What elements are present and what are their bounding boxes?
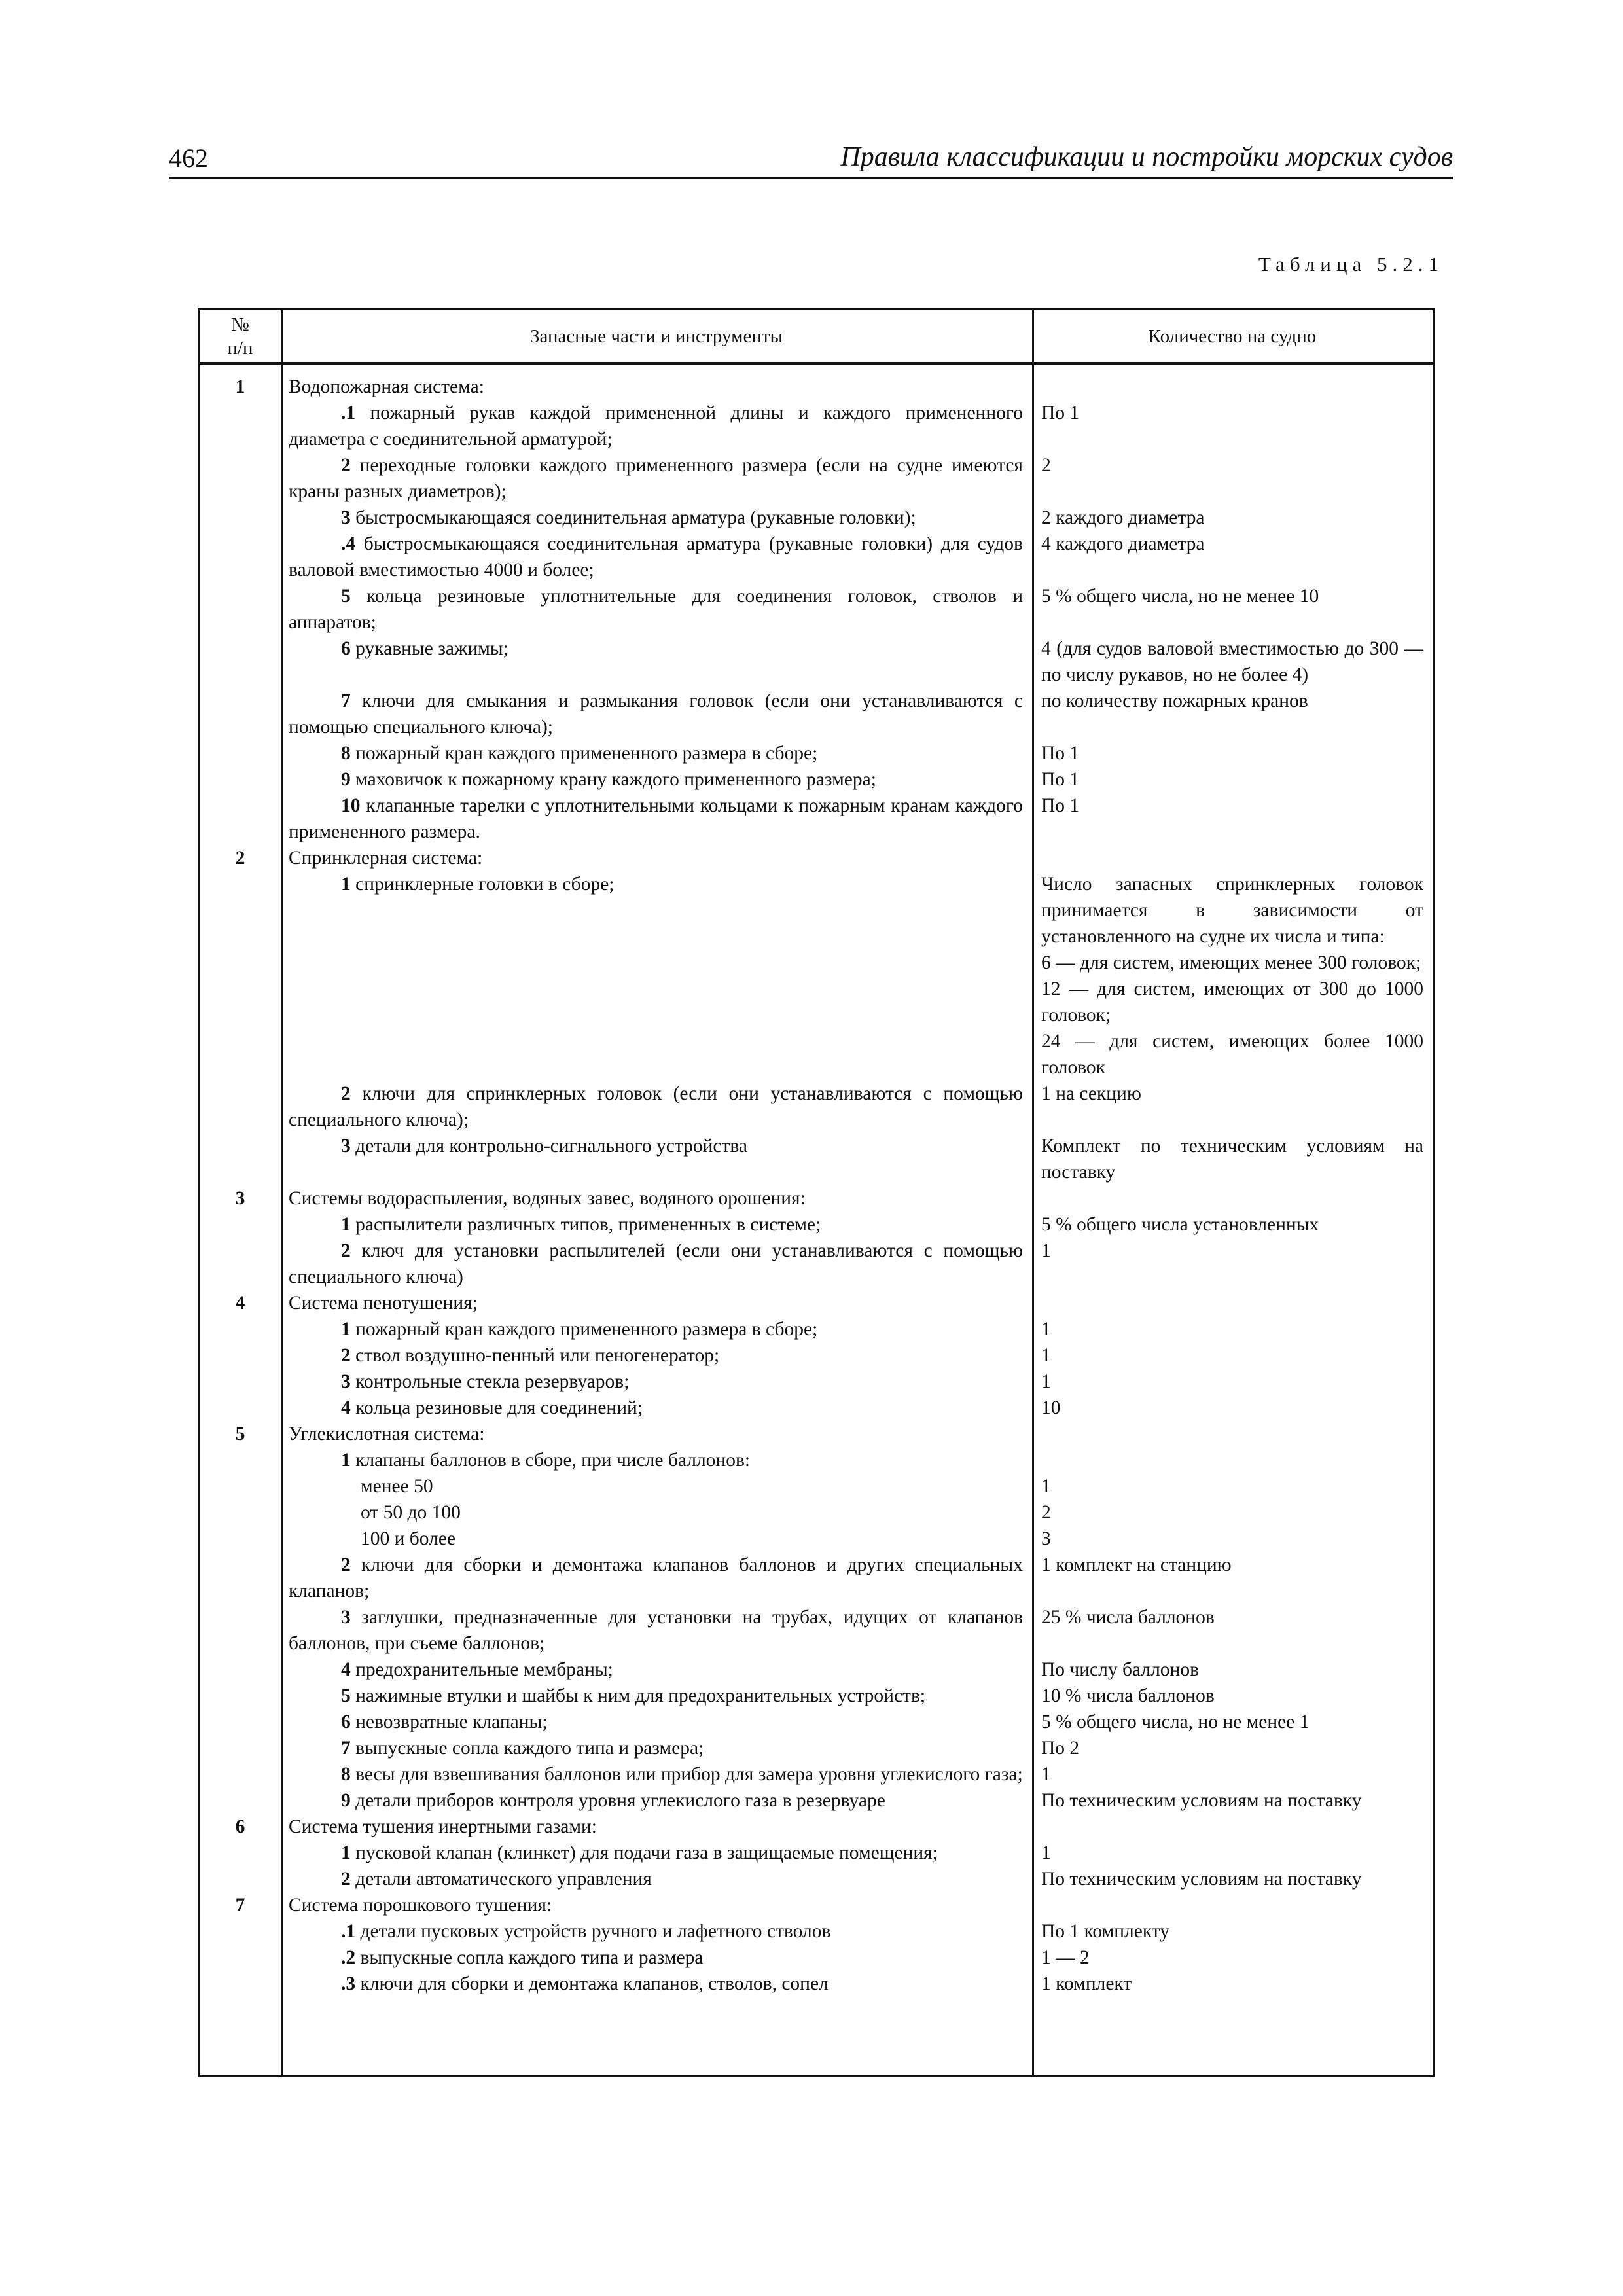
quantity: 5 % общего числа, но не менее 10 <box>1041 586 1319 607</box>
part-description <box>281 1892 1032 1918</box>
item-text: ключ для установки распылителей (если они устанавливаются с помощью специального ключа) <box>289 1240 1023 1287</box>
row-number <box>200 793 281 845</box>
quantity: Комплект по техническим условиям на поставку <box>1041 1136 1423 1183</box>
row-number <box>200 452 281 505</box>
table-row <box>200 1211 1433 1238</box>
table-row <box>200 1787 1433 1814</box>
part-description <box>281 1185 1032 1211</box>
quantity: 4 каждого диаметра <box>1041 533 1205 554</box>
part-description <box>281 1290 1032 1316</box>
item-text: ключи для смыкания и размыкания головок (если они устанавливаются с помощью специального ключа); <box>289 691 1023 738</box>
item-text: заглушки, предназначенные для установки на трубах, идущих от клапанов баллонов, при съеме баллонов; <box>289 1607 1023 1654</box>
row-number <box>200 688 281 740</box>
item-number: 4 <box>341 1659 351 1680</box>
row-number <box>200 1918 281 1945</box>
header-num: № п/п <box>227 314 253 359</box>
quantity: 1 <box>1041 1764 1051 1785</box>
item-text: переходные головки каждого примененного размера (если на судне имеются краны разных диаметров); <box>289 455 1023 502</box>
item-number: .1 <box>341 403 356 423</box>
table-row <box>200 1552 1433 1604</box>
header-rule <box>169 177 1453 179</box>
table-row <box>200 583 1433 636</box>
item-number: 5 <box>341 586 351 607</box>
quantity: 2 <box>1041 455 1051 476</box>
quantity <box>1032 1892 1433 1918</box>
item-text: выпускные сопла каждого типа и размера <box>355 1947 704 1968</box>
item-number: 6 <box>341 638 351 659</box>
table-row <box>200 845 1433 871</box>
row-number <box>200 1866 281 1892</box>
part-description <box>281 1316 1032 1342</box>
table-row <box>200 688 1433 740</box>
quantity: По 1 <box>1041 769 1080 790</box>
part-description <box>281 636 1032 688</box>
quantity: 25 % числа баллонов <box>1041 1607 1215 1628</box>
item-number: 1 <box>341 874 351 895</box>
item-number: 8 <box>341 1764 351 1785</box>
part-description <box>281 871 1032 1081</box>
quantity: 1 <box>1041 1371 1051 1392</box>
quantity: 1 <box>1041 1240 1051 1261</box>
item-number: 3 <box>341 507 351 528</box>
part-description <box>281 1761 1032 1787</box>
table-row <box>200 1892 1433 1918</box>
table-row <box>200 1238 1433 1290</box>
table-row <box>200 1447 1433 1473</box>
item-number: 9 <box>341 769 351 790</box>
row-number <box>200 1473 281 1499</box>
part-description <box>281 1211 1032 1238</box>
quantity: По 1 <box>1041 743 1080 764</box>
item-number: 7 <box>341 1738 351 1759</box>
item-text: кольца резиновые уплотнительные для соединения головок, стволов и аппаратов; <box>289 586 1023 633</box>
table-row <box>200 636 1433 688</box>
row-number <box>200 636 281 688</box>
part-description <box>281 583 1032 636</box>
row-number <box>200 1945 281 1971</box>
row-number <box>200 1369 281 1395</box>
table-row <box>200 1866 1433 1892</box>
quantity <box>1032 1814 1433 1840</box>
part-description <box>281 1473 1032 1499</box>
item-text: ключи для спринклерных головок (если они устанавливаются с помощью специального ключа); <box>289 1083 1023 1130</box>
part-description <box>281 1657 1032 1683</box>
row-number <box>200 1787 281 1814</box>
header-divider <box>200 362 1433 365</box>
item-number: 3 <box>341 1607 351 1628</box>
item-number: 4 <box>341 1397 351 1418</box>
part-description <box>281 766 1032 793</box>
quantity <box>1032 374 1433 400</box>
quantity: Число запасных спринклерных головок принимается в зависимости от установленного на судне их числа и типа: 6 — для систем, имеющих менее 300 головок; 12 — для систем, имеющих от 300 до 1000 головок; 24 — для систем, имеющих более 1000 головок <box>1041 874 1423 1078</box>
table-row <box>200 793 1433 845</box>
table-row <box>200 1526 1433 1552</box>
item-number: 1 <box>341 1450 351 1471</box>
quantity <box>1032 1185 1433 1211</box>
part-description <box>281 688 1032 740</box>
part-description <box>281 1342 1032 1369</box>
row-number <box>200 1552 281 1604</box>
row-number <box>200 1604 281 1657</box>
part-description <box>281 1081 1032 1133</box>
part-description <box>281 531 1032 583</box>
part-description <box>281 1238 1032 1290</box>
item-text: выпускные сопла каждого типа и размера; <box>350 1738 704 1759</box>
item-number: 3 <box>341 1136 351 1157</box>
table-row <box>200 1709 1433 1735</box>
table-row <box>200 374 1433 400</box>
table-row <box>200 1971 1433 1997</box>
table-row <box>200 1316 1433 1342</box>
item-number: .3 <box>341 1973 356 1994</box>
quantity: 1 <box>1041 1476 1051 1497</box>
quantity <box>1032 1421 1433 1447</box>
table-caption: Таблица 5.2.1 <box>1258 253 1444 276</box>
quantity: По техническим условиям на поставку <box>1041 1869 1362 1890</box>
table-row <box>200 1657 1433 1683</box>
item-text: Система пенотушения; <box>289 1293 478 1314</box>
part-description <box>281 1735 1032 1761</box>
quantity: по количеству пожарных кранов <box>1041 691 1308 711</box>
part-description <box>281 400 1032 452</box>
item-text: ствол воздушно-пенный или пеногенератор; <box>350 1345 720 1366</box>
table-row <box>200 1604 1433 1657</box>
item-text: Системы водораспыления, водяных завес, водяного орошения: <box>289 1188 806 1209</box>
table-row <box>200 452 1433 505</box>
row-number <box>200 583 281 636</box>
item-text: ключи для сборки и демонтажа клапанов, стволов, сопел <box>355 1973 829 1994</box>
quantity: 1 <box>1041 1842 1051 1863</box>
row-number: 4 <box>235 1293 245 1314</box>
item-number: 1 <box>341 1319 351 1340</box>
quantity: 5 % общего числа установленных <box>1041 1214 1319 1235</box>
table-row <box>200 1499 1433 1526</box>
item-text: маховичок к пожарному крану каждого примененного размера; <box>350 769 876 790</box>
item-text: невозвратные клапаны; <box>350 1712 548 1732</box>
quantity: 1 — 2 <box>1041 1947 1090 1968</box>
part-description <box>281 1552 1032 1604</box>
table-row <box>200 1369 1433 1395</box>
item-text: предохранительные мембраны; <box>350 1659 613 1680</box>
table-row <box>200 505 1433 531</box>
quantity: 1 <box>1041 1319 1051 1340</box>
table-row <box>200 1133 1433 1185</box>
item-number: 8 <box>341 743 351 764</box>
row-number: 6 <box>235 1816 245 1837</box>
item-text: детали для контрольно-сигнального устройства <box>350 1136 747 1157</box>
part-description <box>281 845 1032 871</box>
item-text: менее 50 <box>361 1476 433 1497</box>
table-row <box>200 766 1433 793</box>
part-description <box>281 1787 1032 1814</box>
row-number: 5 <box>235 1424 245 1444</box>
part-description <box>281 1499 1032 1526</box>
item-number: 2 <box>341 1240 351 1261</box>
table-row <box>200 1081 1433 1133</box>
row-number <box>200 1709 281 1735</box>
part-description <box>281 374 1032 400</box>
part-description <box>281 505 1032 531</box>
item-number: 2 <box>341 1083 351 1104</box>
quantity: По числу баллонов <box>1041 1659 1200 1680</box>
table-row <box>200 1290 1433 1316</box>
part-description <box>281 1604 1032 1657</box>
part-description <box>281 793 1032 845</box>
item-text: детали приборов контроля уровня углекислого газа в резервуаре <box>350 1790 885 1811</box>
item-number: 2 <box>341 1869 351 1890</box>
table-row <box>200 1945 1433 1971</box>
item-text: Спринклерная система: <box>289 848 483 869</box>
row-number <box>200 1238 281 1290</box>
table-row <box>200 1421 1433 1447</box>
quantity: 3 <box>1041 1528 1051 1549</box>
item-text: пусковой клапан (клинкет) для подачи газа в защищаемые помещения; <box>350 1842 938 1863</box>
item-number: 7 <box>341 691 351 711</box>
row-number <box>200 1735 281 1761</box>
item-text: детали пусковых устройств ручного и лафетного стволов <box>355 1921 831 1942</box>
item-text: пожарный кран каждого примененного размера в сборе; <box>350 1319 818 1340</box>
row-number <box>200 740 281 766</box>
row-number <box>200 1342 281 1369</box>
table-row <box>200 531 1433 583</box>
part-description <box>281 1840 1032 1866</box>
quantity: 4 (для судов валовой вместимостью до 300 — по числу рукавов, но не более 4) <box>1041 638 1423 685</box>
item-text: пожарный рукав каждой примененной длины и каждого примененного диаметра с соединительной арматурой; <box>289 403 1023 450</box>
part-description <box>281 1369 1032 1395</box>
quantity: По техническим условиям на поставку <box>1041 1790 1362 1811</box>
row-number <box>200 1657 281 1683</box>
part-description <box>281 1814 1032 1840</box>
quantity: По 1 <box>1041 403 1080 423</box>
item-number: 2 <box>341 1554 351 1575</box>
quantity <box>1032 1447 1433 1473</box>
row-number <box>200 1447 281 1473</box>
quantity: 10 % числа баллонов <box>1041 1685 1215 1706</box>
part-description <box>281 1918 1032 1945</box>
row-number <box>200 1761 281 1787</box>
row-number <box>200 1971 281 1997</box>
table-row <box>200 1395 1433 1421</box>
table-row <box>200 1683 1433 1709</box>
item-text: весы для взвешивания баллонов или прибор для замера уровня углекислого газа; <box>350 1764 1023 1785</box>
part-description <box>281 1395 1032 1421</box>
row-number <box>200 1683 281 1709</box>
spare-parts-table <box>198 308 1435 2077</box>
row-number: 1 <box>235 376 245 397</box>
header-parts: Запасные части и инструменты <box>529 325 783 347</box>
item-number: 2 <box>341 455 351 476</box>
item-text: клапанные тарелки с уплотнительными кольцами к пожарным кранам каждого примененного размера. <box>289 795 1023 842</box>
part-description <box>281 1683 1032 1709</box>
row-number: 2 <box>235 848 245 869</box>
item-text: Водопожарная система: <box>289 376 484 397</box>
row-number <box>200 766 281 793</box>
item-number: 2 <box>341 1345 351 1366</box>
part-description <box>281 1866 1032 1892</box>
item-number: 1 <box>341 1214 351 1235</box>
row-number <box>200 400 281 452</box>
item-text: ключи для сборки и демонтажа клапанов баллонов и других специальных клапанов; <box>289 1554 1023 1602</box>
item-text: Углекислотная система: <box>289 1424 485 1444</box>
row-number <box>200 1840 281 1866</box>
quantity: 1 комплект <box>1041 1973 1132 1994</box>
item-text: быстросмыкающаяся соединительная арматура (рукавные головки); <box>350 507 916 528</box>
item-text: рукавные зажимы; <box>350 638 508 659</box>
item-text: быстросмыкающаяся соединительная арматура (рукавные головки) для судов валовой вместимостью 4000 и более; <box>289 533 1023 581</box>
table-row <box>200 1735 1433 1761</box>
row-number <box>200 1395 281 1421</box>
item-text: распылители различных типов, примененных в системе; <box>350 1214 821 1235</box>
quantity: 1 на секцию <box>1041 1083 1141 1104</box>
item-number: .4 <box>341 533 356 554</box>
row-number: 7 <box>235 1895 245 1916</box>
row-number <box>200 1316 281 1342</box>
item-text: нажимные втулки и шайбы к ним для предохранительных устройств; <box>350 1685 926 1706</box>
table-row <box>200 1840 1433 1866</box>
item-text: клапаны баллонов в сборе, при числе баллонов: <box>350 1450 751 1471</box>
row-number <box>200 505 281 531</box>
quantity: 5 % общего числа, но не менее 1 <box>1041 1712 1310 1732</box>
row-number <box>200 1133 281 1185</box>
row-number <box>200 1211 281 1238</box>
table-row <box>200 1473 1433 1499</box>
item-text: 100 и более <box>361 1528 456 1549</box>
table-row <box>200 740 1433 766</box>
part-description <box>281 452 1032 505</box>
row-number <box>200 871 281 1081</box>
row-number <box>200 531 281 583</box>
part-description <box>281 1971 1032 1997</box>
part-description <box>281 1133 1032 1185</box>
item-text: контрольные стекла резервуаров; <box>350 1371 630 1392</box>
header-qty: Количество на судно <box>1148 325 1317 347</box>
quantity: 2 каждого диаметра <box>1041 507 1205 528</box>
item-number: 6 <box>341 1712 351 1732</box>
item-text: пожарный кран каждого примененного размера в сборе; <box>350 743 818 764</box>
row-number <box>200 1499 281 1526</box>
item-number: .1 <box>341 1921 356 1942</box>
row-number: 3 <box>235 1188 245 1209</box>
table-row <box>200 1761 1433 1787</box>
table-row <box>200 1814 1433 1840</box>
item-number: 9 <box>341 1790 351 1811</box>
quantity: По 1 <box>1041 795 1080 816</box>
running-title: Правила классификации и постройки морских судов <box>840 142 1453 172</box>
quantity: 1 комплект на станцию <box>1041 1554 1232 1575</box>
quantity: По 2 <box>1041 1738 1080 1759</box>
item-number: 3 <box>341 1371 351 1392</box>
item-text: Система порошкового тушения: <box>289 1895 552 1916</box>
item-number: 1 <box>341 1842 351 1863</box>
item-text: Система тушения инертными газами: <box>289 1816 597 1837</box>
row-number <box>200 1526 281 1552</box>
quantity <box>1032 1290 1433 1316</box>
table-row <box>200 871 1433 1081</box>
quantity: 2 <box>1041 1502 1051 1523</box>
item-number: .2 <box>341 1947 356 1968</box>
quantity: По 1 комплекту <box>1041 1921 1170 1942</box>
item-number: 5 <box>341 1685 351 1706</box>
part-description <box>281 740 1032 766</box>
table-row <box>200 1918 1433 1945</box>
part-description <box>281 1447 1032 1473</box>
row-number <box>200 1081 281 1133</box>
page-number: 462 <box>169 143 208 173</box>
quantity <box>1032 845 1433 871</box>
part-description <box>281 1526 1032 1552</box>
item-text: детали автоматического управления <box>350 1869 652 1890</box>
item-text: спринклерные головки в сборе; <box>350 874 615 895</box>
table-row <box>200 400 1433 452</box>
table-row <box>200 1185 1433 1211</box>
quantity: 1 <box>1041 1345 1051 1366</box>
item-text: от 50 до 100 <box>361 1502 461 1523</box>
part-description <box>281 1421 1032 1447</box>
part-description <box>281 1709 1032 1735</box>
item-number: 10 <box>341 795 361 816</box>
table-body <box>200 374 1433 1997</box>
table-row <box>200 1342 1433 1369</box>
part-description <box>281 1945 1032 1971</box>
quantity: 10 <box>1041 1397 1061 1418</box>
item-text: кольца резиновые для соединений; <box>350 1397 643 1418</box>
